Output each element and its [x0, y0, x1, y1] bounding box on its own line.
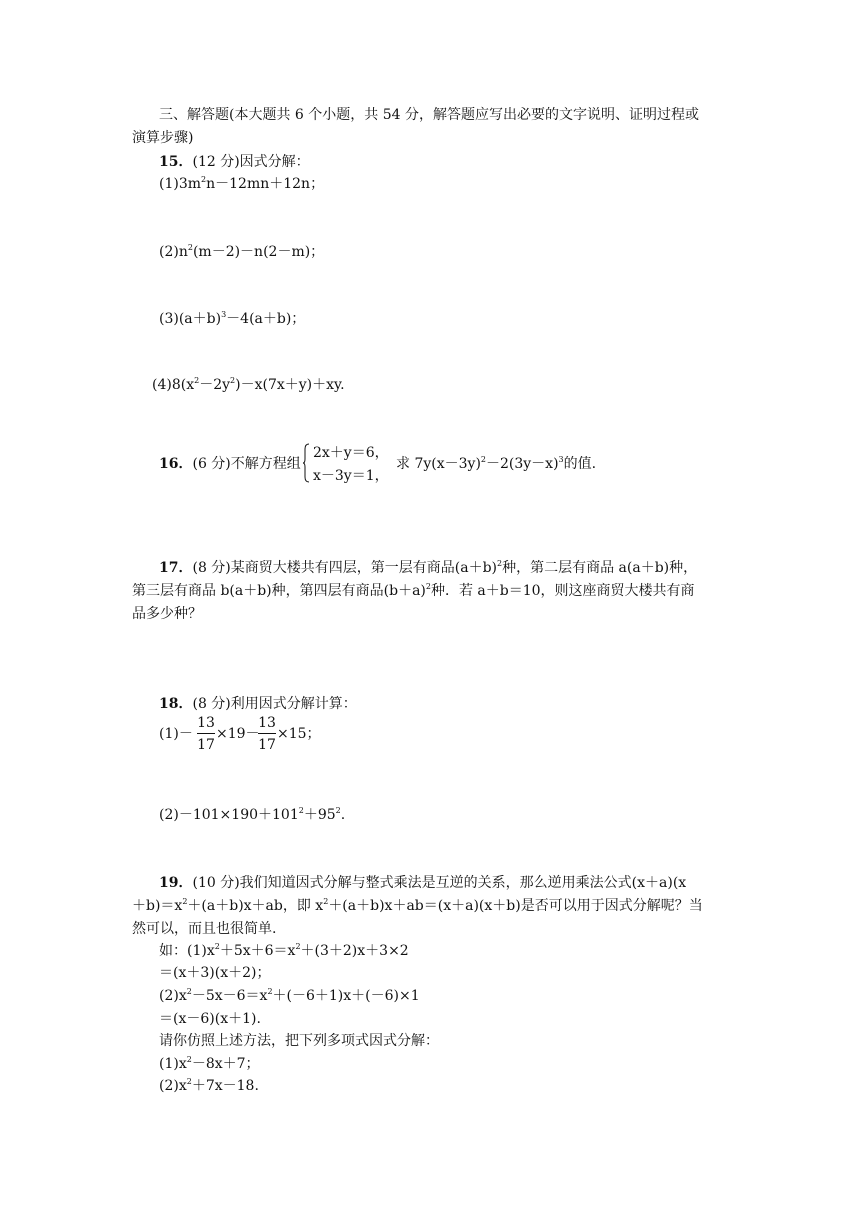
q15-part2-b: (m－2)－n(2－m)；	[192, 244, 325, 260]
q17-line2	[132, 584, 695, 598]
q19-example2-result: ＝(x－6)(x＋1).	[159, 1011, 261, 1027]
q15-part1	[159, 177, 324, 191]
q19-line2-b: ＋(a＋b)x＋ab，即 x	[187, 898, 324, 914]
q17-line1-sup: 2	[497, 559, 503, 568]
q15-part1-a: (1)3m	[159, 176, 202, 192]
q19-task1-a: (1)x	[159, 1056, 187, 1072]
q19-example2-a: (2)x	[159, 988, 187, 1004]
q16-equation-1: 2x＋y＝6，	[313, 445, 389, 461]
q19-line2-c: ＋(a＋b)x＋ab＝(x＋a)(x＋b)是否可以用于因式分解呢？当	[328, 898, 703, 914]
q19-line1-text: (10 分)我们知道因式分解与整式乘法是互逆的关系，那么逆用乘法公式(x＋a)(x	[192, 875, 687, 891]
fraction-a-bar	[197, 733, 215, 734]
q19-task2-b: ＋7x－18.	[191, 1078, 259, 1094]
section-heading-line1: 三、解答题(本大题共 6 个小题，共 54 分，解答题应写出必要的文字说明、证明过程或	[159, 107, 699, 123]
q16-ask-a: 求 7y(x－3y)	[396, 456, 481, 472]
q19-instruction: 请你仿照上述方法，把下列多项式因式分解：	[159, 1033, 439, 1049]
q15-part1-b: n－12mn＋12n；	[206, 176, 325, 192]
q16-ask-c: 的值.	[563, 456, 597, 472]
q16-number: 16．	[159, 456, 193, 472]
q18-part1-mid: ×19－	[216, 726, 260, 742]
q19-example1-b: ＋5x＋6＝x	[219, 943, 296, 959]
q18-part2-b: ＋95	[303, 807, 336, 823]
q19-example2-b: －5x－6＝x	[191, 988, 268, 1004]
q18-part2-sup1: 2	[298, 806, 304, 815]
section-heading-line2: 演算步骤)	[132, 130, 194, 146]
q18-header	[159, 697, 357, 711]
q19-line2-a: ＋b)＝x	[132, 898, 183, 914]
q17-line2-sup: 2	[425, 582, 431, 591]
q15-part3	[159, 312, 305, 326]
q16-equation-2: x－3y＝1，	[313, 468, 389, 484]
q18-part2-c: .	[340, 807, 346, 823]
q15-part4-b: －2y	[199, 377, 231, 393]
q15-part4-a: (4)8(x	[152, 377, 195, 393]
q15-part3-sup: 3	[221, 310, 227, 319]
q16-ask-sup2: 3	[558, 455, 564, 464]
q19-task1-b: －8x＋7；	[191, 1056, 260, 1072]
q15-part3-a: (3)(a＋b)	[159, 311, 222, 327]
q18-title: (8 分)利用因式分解计算：	[192, 696, 357, 712]
q18-part2-sup2: 2	[335, 806, 341, 815]
q15-part4	[152, 378, 345, 392]
q17-line2-a: 第三层有商品 b(a＋b)种，第四层有商品(b＋a)	[132, 583, 426, 599]
q19-example1-a: 如：(1)x	[159, 943, 215, 959]
fraction-13-17-b	[258, 716, 276, 752]
q19-task2	[159, 1079, 259, 1093]
q18-part1-end: ×15；	[277, 726, 321, 742]
q18-part2-a: (2)－101×190＋101	[159, 807, 299, 823]
q17-line2-b: 种．若 a＋b＝10，则这座商贸大楼共有商	[430, 583, 695, 599]
q19-example2-sup2: 2	[267, 987, 273, 996]
q16-ask-b: －2(3y－x)	[486, 456, 559, 472]
fraction-a-numerator: 13	[197, 715, 215, 731]
fraction-b-denominator: 17	[258, 737, 276, 753]
q19-example1-sup1: 2	[214, 942, 220, 951]
q16-ask	[396, 457, 596, 471]
q19-example2-c: ＋(－6＋1)x＋(－6)×1	[272, 988, 420, 1004]
fraction-a-denominator: 17	[197, 737, 215, 753]
q19-example1-sup2: 2	[295, 942, 301, 951]
q18-part2	[159, 808, 345, 822]
left-brace-icon	[303, 443, 310, 483]
q19-example1-c: ＋(3＋2)x＋3×2	[300, 943, 409, 959]
q19-task1-sup: 2	[186, 1055, 192, 1064]
q15-title: (12 分)因式分解：	[192, 154, 310, 170]
q15-header	[159, 155, 310, 169]
q17-line1	[159, 561, 697, 575]
q19-task2-a: (2)x	[159, 1078, 187, 1094]
q15-part2-sup: 2	[187, 243, 193, 252]
q15-part2-a: (2)n	[159, 244, 188, 260]
q15-part4-sup1: 2	[194, 376, 200, 385]
q19-task1	[159, 1057, 260, 1071]
q19-example2	[159, 989, 420, 1003]
q19-line2	[132, 899, 703, 913]
q16-text: (6 分)不解方程组	[192, 456, 301, 472]
fraction-b-numerator: 13	[258, 715, 276, 731]
q15-part4-c: )－x(7x＋y)＋xy.	[235, 377, 345, 393]
q19-example1	[159, 944, 409, 958]
q15-part1-sup: 2	[201, 175, 207, 184]
q17-line1-b: 种，第二层有商品 a(a＋b)种，	[502, 560, 698, 576]
q18-part1-label: (1)－	[159, 726, 193, 742]
q19-line2-sup1: 2	[182, 897, 188, 906]
q19-line1	[159, 876, 686, 890]
q19-number: 19．	[159, 875, 193, 891]
q16-ask-sup1: 2	[480, 455, 486, 464]
fraction-b-bar	[258, 733, 276, 734]
q16-header	[159, 457, 301, 471]
q17-line1-a: (8 分)某商贸大楼共有四层，第一层有商品(a＋b)	[192, 560, 497, 576]
q19-example2-sup1: 2	[186, 987, 192, 996]
q19-task2-sup: 2	[186, 1077, 192, 1086]
q15-part4-sup2: 2	[230, 376, 236, 385]
q19-line2-sup2: 2	[323, 897, 329, 906]
q15-number: 15．	[159, 154, 193, 170]
q17-line3: 品多少种？	[132, 606, 202, 622]
q15-part3-b: －4(a＋b)；	[226, 311, 306, 327]
q19-line3: 然可以，而且也很简单.	[132, 921, 277, 937]
fraction-13-17-a	[197, 716, 215, 752]
q15-part2	[159, 245, 324, 259]
q18-number: 18．	[159, 696, 193, 712]
q19-example1-result: ＝(x＋3)(x＋2)；	[159, 965, 271, 981]
q17-number: 17．	[159, 560, 193, 576]
